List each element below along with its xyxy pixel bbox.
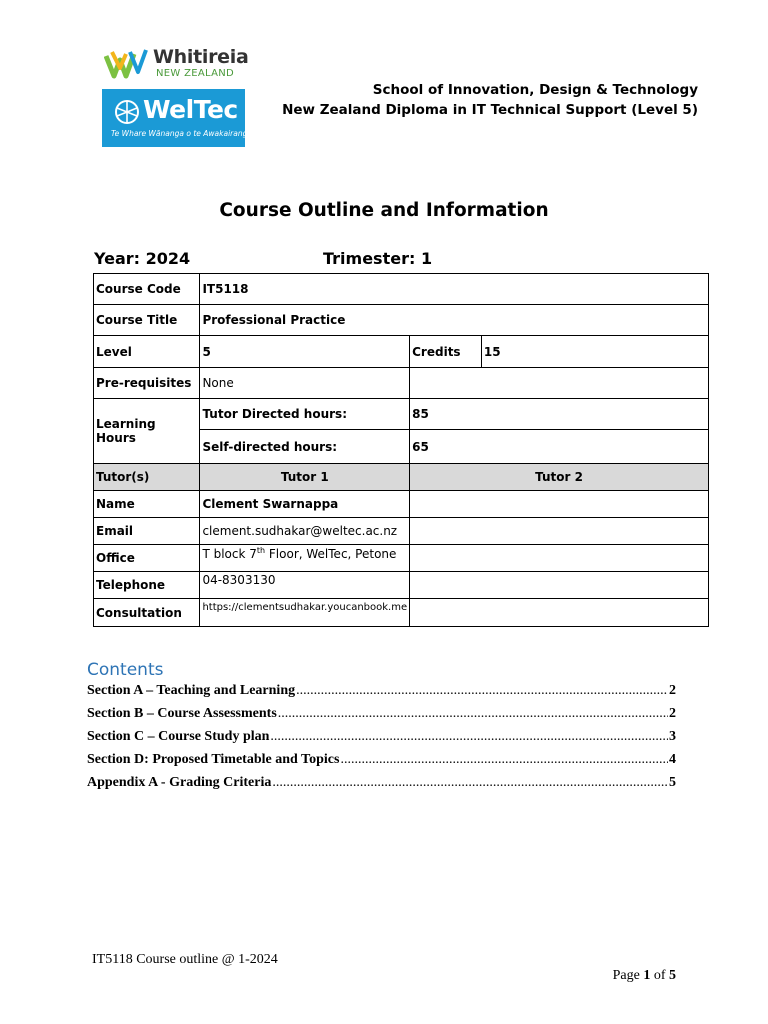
whitireia-name: Whitireia	[153, 46, 249, 68]
course-title-label: Course Title	[94, 305, 200, 336]
course-code-value: IT5118	[200, 274, 709, 305]
year-label: Year: 2024	[94, 249, 191, 268]
tutor2-office	[410, 545, 709, 572]
office-label: Office	[94, 545, 200, 572]
school-name: School of Innovation, Design & Technology	[372, 82, 698, 98]
tutor-directed-label: Tutor Directed hours:	[200, 399, 410, 430]
toc-item[interactable]	[87, 775, 676, 798]
toc-item-label: Appendix A - Grading Criteria	[87, 775, 272, 790]
toc-item-label: Section A – Teaching and Learning	[87, 683, 296, 698]
toc-item-label: Section C – Course Study plan	[87, 729, 270, 744]
toc-item-page: 2	[669, 683, 676, 698]
telephone-label: Telephone	[94, 572, 200, 599]
tutors-label: Tutor(s)	[94, 464, 200, 491]
weltec-logo	[102, 89, 250, 147]
tutor2-email	[410, 518, 709, 545]
level-value: 5	[200, 336, 410, 368]
tutor1-email[interactable]: clement.sudhakar@weltec.ac.nz	[200, 518, 410, 545]
toc-leader	[278, 706, 668, 722]
learning-hours-label: Learning Hours	[94, 399, 200, 464]
toc-leader	[270, 729, 668, 745]
page-title: Course Outline and Information	[219, 200, 549, 221]
tutor2-telephone	[410, 572, 709, 599]
course-title-value: Professional Practice	[200, 305, 709, 336]
self-directed-value: 65	[410, 430, 709, 464]
trimester-label: Trimester: 1	[323, 249, 433, 268]
toc-item-page: 4	[669, 752, 676, 767]
footer-page-number: Page 1 of 5	[612, 968, 676, 983]
tutor1-header: Tutor 1	[200, 464, 410, 491]
course-code-label: Course Code	[94, 274, 200, 305]
toc-item-page: 5	[669, 775, 676, 790]
email-label: Email	[94, 518, 200, 545]
tutor2-header: Tutor 2	[410, 464, 709, 491]
self-directed-label: Self-directed hours:	[200, 430, 410, 464]
weltec-name: WelTec	[143, 95, 238, 124]
footer-course-code: IT5118 Course outline @ 1-2024	[92, 952, 278, 967]
credits-value: 15	[481, 336, 708, 368]
name-label: Name	[94, 491, 200, 518]
toc-item-label: Section D: Proposed Timetable and Topics	[87, 752, 340, 767]
tutor1-office: T block 7th Floor, WelTec, Petone	[200, 545, 410, 572]
contents-heading: Contents	[87, 660, 164, 680]
toc-item[interactable]	[87, 683, 676, 706]
whitireia-sub: NEW ZEALAND	[156, 68, 234, 79]
toc-leader	[296, 683, 668, 699]
prereq-value: None	[200, 368, 410, 399]
prereq-empty	[410, 368, 709, 399]
weltec-sub: Te Whare Wānanga o te Awakairangi	[111, 129, 250, 138]
tutor2-name	[410, 491, 709, 518]
tutor1-name: Clement Swarnappa	[200, 491, 410, 518]
whitireia-logo	[104, 44, 254, 82]
tutor1-telephone: 04-8303130	[200, 572, 410, 599]
toc-item[interactable]	[87, 752, 676, 775]
toc-item[interactable]	[87, 706, 676, 729]
table-of-contents	[87, 683, 676, 798]
tutor1-consultation-link[interactable]: https://clementsudhakar.youcanbook.me	[200, 599, 410, 627]
course-info-table	[93, 273, 709, 627]
toc-leader	[340, 752, 668, 768]
weltec-globe-icon	[113, 98, 141, 126]
consultation-label: Consultation	[94, 599, 200, 627]
programme-name: New Zealand Diploma in IT Technical Support (Level 5)	[282, 102, 698, 118]
tutor2-consultation	[410, 599, 709, 627]
toc-leader	[272, 775, 668, 791]
credits-label: Credits	[410, 336, 482, 368]
level-label: Level	[94, 336, 200, 368]
prereq-label: Pre-requisites	[94, 368, 200, 399]
document-header	[282, 80, 698, 120]
tutor-directed-value: 85	[410, 399, 709, 430]
whitireia-mark-icon	[104, 46, 150, 80]
toc-item-page: 3	[669, 729, 676, 744]
toc-item[interactable]	[87, 729, 676, 752]
toc-item-label: Section B – Course Assessments	[87, 706, 277, 721]
toc-item-page: 2	[669, 706, 676, 721]
